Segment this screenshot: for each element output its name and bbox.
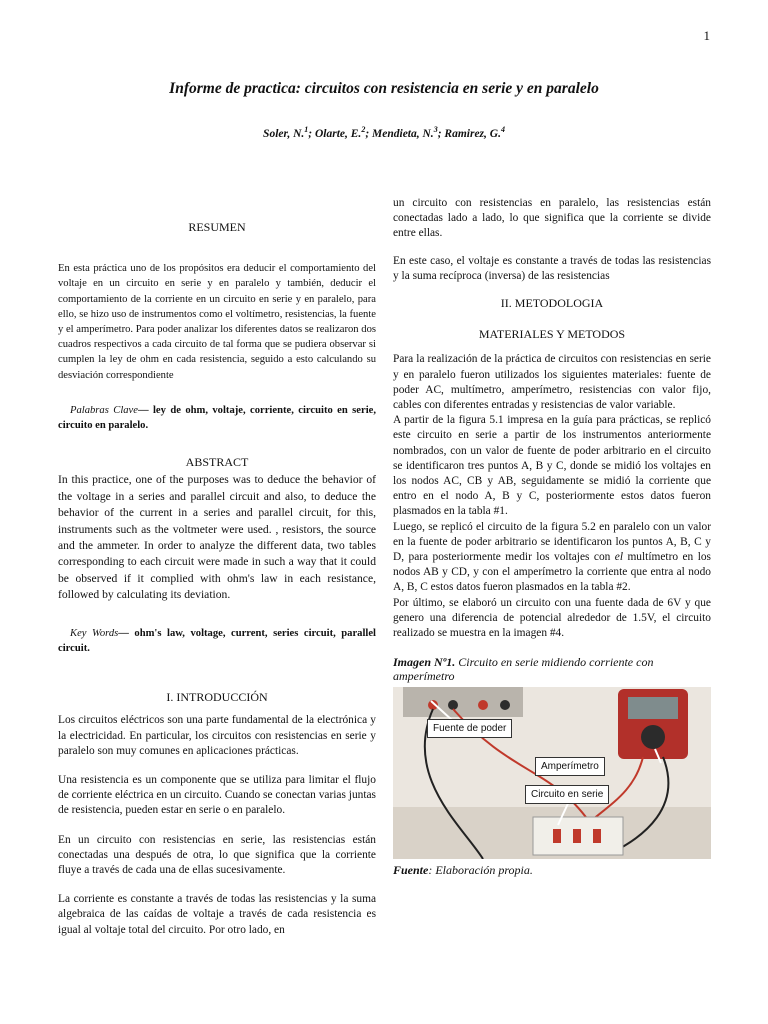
metodos-text-1: Para la realización de la práctica de circuitos con resistencias en serie y en paralelo fueron utilizados los siguientes materiales: fuente de poder AC, multímetro, amperímetro, resistencias con valor fijo, cables con diferentes entradas y resistencias de valor variable. <box>393 353 711 412</box>
author-4: Ramirez, G. <box>444 127 501 140</box>
intro-paragraph-2: Una resistencia es un componente que se utiliza para limitar el flujo de corriente eléctrica en un circuito. Cuando se conectan varias juntas de resistencia, pueden estar en serie o en paralelo. <box>58 773 376 817</box>
metodos-text-3-em: el <box>614 551 624 564</box>
left-column <box>58 220 376 952</box>
figure-caption-text: Circuito en serie midiendo corriente con amperímetro <box>393 655 654 684</box>
label-amperimetro: Amperímetro <box>535 757 605 776</box>
figure-source-text: : Elaboración propia. <box>428 863 533 878</box>
right-paragraph-1: un circuito con resistencias en paralelo, las resistencias están conectadas lado a lado, lo que significa que la corriente se divide entre ellas. <box>393 197 711 240</box>
metodos-text-3a: Luego, se replicó el circuito de la figura 5.2 en paralelo con un valor en la fuente de poder arbitrario se identificaron los puntos A, B, C y D, para posteriormente medir los voltajes con <box>393 520 711 564</box>
right-column <box>393 196 711 878</box>
author-2-sup: 2 <box>361 125 366 134</box>
paper-title: Informe de practica: circuitos con resistencia en serie y en paralelo <box>169 80 599 97</box>
palabras-clave-text: — ley de ohm, voltaje, corriente, circuito en serie, circuito en paralelo. <box>58 404 376 432</box>
key-words <box>58 626 376 656</box>
author-sep: ; <box>308 127 315 140</box>
intro-paragraph-3: En un circuito con resistencias en serie, las resistencias están conectadas una después de otra, lo que significa que la corriente fluye a través de cada una de ellas sucesivamente. <box>58 833 376 876</box>
metodos-paragraph-3 <box>393 520 711 596</box>
author-sep: ; <box>437 127 445 140</box>
intro-paragraph-1: Los circuitos eléctricos son una parte fundamental de la electrónica y la electricidad. En particular, los circuitos con resistencias en serie y paralelo son muy comunes en aplicaciones prácticas. <box>58 714 376 757</box>
metodos-paragraph-2: A partir de la figura 5.1 impresa en la guía para prácticas, se replicó este circuito en serie a partir de los instrumentos anteriormente nombrados, con un valor de fuente de poder arbitrario en el circuito se identificaron tres puntos A, B y C, donde se midió los voltajes en los nodos AC, CB y AB, seguidamente se midió la corriente que entro en el nodo A, B y C, posteriormente estos datos fueron plasmados en la tabla #1. <box>393 414 711 518</box>
key-words-text: — ohm's law, voltage, current, series circuit, parallel circuit. <box>58 627 377 654</box>
author-3: Mendieta, N. <box>372 127 434 140</box>
figure-source-label: Fuente <box>393 863 429 878</box>
palabras-clave <box>58 403 376 433</box>
resumen-heading: RESUMEN <box>188 220 246 234</box>
key-words-label: Key Words <box>70 627 119 639</box>
page-number: 1 <box>703 28 710 43</box>
intro-heading: I. INTRODUCCIÓN <box>166 690 268 705</box>
author-3-sup: 3 <box>433 125 438 134</box>
metodos-paragraph-4: Por último, se elaboró un circuito con una fuente dada de 6V y que genero una diferencia de potencial alrededor de 1.5V, el circuito realizado se muestra en la imagen #4. <box>393 596 711 640</box>
right-paragraph-2: En este caso, el voltaje es constante a través de todas las resistencias y la suma recíproca (inversa) de las resistencias <box>393 254 711 282</box>
resumen-text: En esta práctica uno de los propósitos era deducir el comportamiento del voltaje en un circuito en serie y en paralelo y también, deducir el comportamiento de la corriente en un circuito en serie y en paralelo, para ello, se hizo uso de instrumentos como el voltímetro, resistencias, la fuente y el amperímetro. Para poder analizar los diferentes datos se realizaron dos cuadros respectivos a cada circuito de tal forma que se pudiera observar si cumplen la ley de ohm en cada resistencia, seguido a esto calculando su desviación correspondiente <box>58 263 376 381</box>
authors-line <box>0 125 768 140</box>
figure-caption-label: Imagen Nº1. <box>393 655 456 670</box>
author-sep: ; <box>365 127 373 140</box>
abstract-heading: ABSTRACT <box>185 455 249 470</box>
author-2: Olarte, E. <box>314 127 362 140</box>
figure-caption <box>393 655 711 683</box>
author-1: Soler, N. <box>263 127 305 140</box>
metodos-paragraph-1 <box>393 352 711 413</box>
circuit-photo <box>393 687 711 859</box>
metodos-text-3b: multímetro en los nodos AB y CD, y con el amperímetro la corriente que entra al nodo A, B, C estos datos fueron plasmados en la tabla #2. <box>393 551 711 594</box>
figure-source <box>393 863 711 878</box>
label-fuente-de-poder: Fuente de poder <box>427 719 512 738</box>
metodologia-heading: II. METODOLOGIA <box>500 296 604 311</box>
author-4-sup: 4 <box>500 125 505 134</box>
abstract-text: In this practice, one of the purposes was to deduce the behavior of the voltage in a series and parallel circuit and also, to deduce the behavior of the current in a series and parallel circuit, for this, instruments such as the voltmeter were used. , resistors, the source and the ammeter. In order to analyze the different data, two tables corresponding to each circuit were made in such a way that it could be observed if it complied with ohm's law in each resistance, followed by calculating its deviation. <box>58 473 376 602</box>
author-1-sup: 1 <box>304 125 309 134</box>
label-circuito-en-serie: Circuito en serie <box>525 785 609 804</box>
materiales-heading: MATERIALES Y METODOS <box>478 327 626 342</box>
palabras-clave-label: Palabras Clave <box>70 404 138 416</box>
intro-paragraph-4: La corriente es constante a través de todas las resistencias y la suma algebraica de las caídas de voltaje a través de cada resistencia es igual al voltaje total del circuito. Por otro lado, en <box>58 893 376 936</box>
